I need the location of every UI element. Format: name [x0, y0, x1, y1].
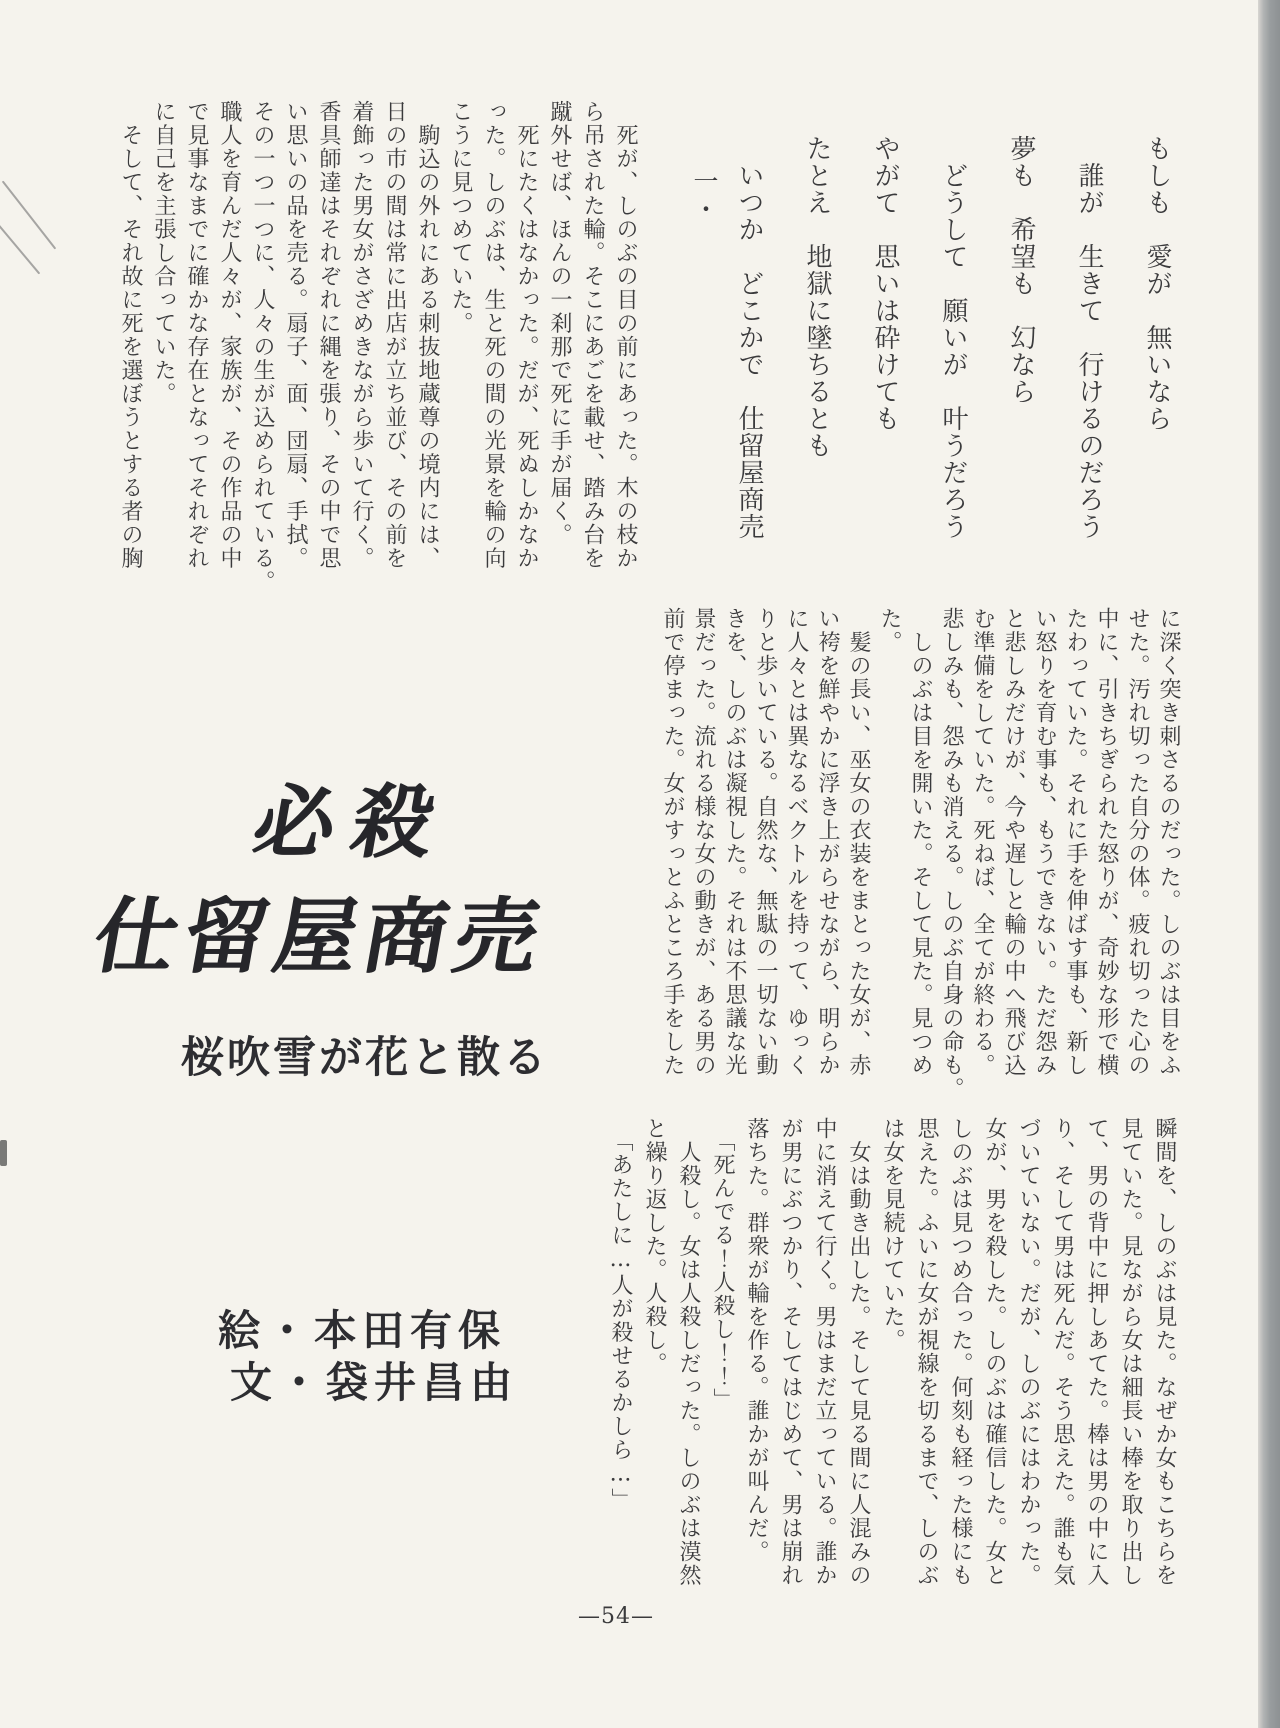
- text-column: は女を見続けていた。: [880, 1117, 905, 1352]
- text-column: そして、それ故に死を選ぼうとする者の胸: [118, 100, 143, 570]
- text-column: い思いの品を売る。扇子、面、団扇、手拭。: [283, 100, 308, 570]
- text-column: 職人を育んだ人々が、家族が、その作品の中: [217, 100, 242, 570]
- text-column: 女が、男を殺した。しのぶは確信した。女と: [982, 1117, 1007, 1587]
- credit-writer: 文・袋井昌由: [230, 1358, 519, 1407]
- text-column: せた。汚れ切った自分の体。疲れ切った心の: [1125, 607, 1150, 1077]
- text-column: 着飾った男女がさざめきながら歩いて行く。: [349, 100, 374, 570]
- text-column: て、男の背中に押しあてた。棒は男の中に入: [1084, 1117, 1109, 1587]
- text-column: たわっていた。それに手を伸ばす事も、新し: [1063, 607, 1088, 1077]
- story-title-line-1: 必殺: [246, 775, 460, 869]
- text-column: 死にたくはなかった。だが、死ぬしかなか: [514, 100, 539, 570]
- text-column: が男にぶつかり、そしてはじめて、男は崩れ: [778, 1117, 803, 1587]
- text-column: 髪の長い、巫女の衣装をまとった女が、赤: [846, 607, 871, 1077]
- text-column: りと歩いている。自然な、無駄の一切ない動: [753, 607, 778, 1077]
- text-column: 景だった。流れる様な女の動きが、ある男の: [691, 607, 716, 1077]
- text-column: 日の市の間は常に出店が立ち並び、その前を: [382, 100, 407, 570]
- text-column: と悲しみだけが、今や遅しと輪の中へ飛び込: [1001, 607, 1026, 1077]
- text-column: 前で停まった。女がすっとふところ手をした: [660, 607, 685, 1077]
- text-column: り、そして男は死んだ。そう思えた。誰も気: [1050, 1117, 1075, 1587]
- text-column: と繰り返した。人殺し。: [642, 1117, 667, 1376]
- text-column: きを、しのぶは凝視した。それは不思議な光: [722, 607, 747, 1077]
- poem-block: [713, 135, 1191, 580]
- prose-block-bottom: [601, 1117, 1181, 1599]
- text-column: 瞬間を、しのぶは見た。なぜか女もこちらを: [1152, 1117, 1177, 1587]
- page-number: —54—: [578, 1604, 654, 1629]
- text-column: に人々とは異なるベクトルを持って、ゆっく: [784, 607, 809, 1077]
- text-column: しのぶは目を開いた。そして見た。見つめ: [908, 607, 933, 1077]
- story-title-line-2: 仕留屋商売: [86, 889, 554, 985]
- text-column: 見ていた。見ながら女は細長い棒を取り出し: [1118, 1117, 1143, 1587]
- text-column: 人殺し。女は人殺しだった。しのぶは漠然: [676, 1117, 701, 1587]
- text-column: 「死んでる！人殺し！！」: [710, 1117, 735, 1412]
- scan-edge-right: [1258, 0, 1280, 1728]
- text-column: に自己を主張し合っていた。: [151, 100, 176, 406]
- scan-edge-mark: [0, 1140, 7, 1166]
- text-column: 中に消えて行く。男はまだ立っている。誰か: [812, 1117, 837, 1587]
- prose-block-top: [112, 100, 642, 612]
- text-column: い袴を鮮やかに浮き上がらせながら、明らか: [815, 607, 840, 1077]
- text-column: 「あたしに…人が殺せるかしら…」: [608, 1117, 633, 1512]
- text-column: こうに見つめていた。: [448, 100, 473, 335]
- text-column: 悲しみも、怨みも消える。しのぶ自身の命も。: [939, 607, 964, 1101]
- text-column: その一つ一つに、人々の生が込められている。: [250, 100, 275, 594]
- text-column: 女は動き出した。そして見る間に人混みの: [846, 1117, 871, 1587]
- text-column: 死が、しのぶの目の前にあった。木の枝か: [613, 100, 638, 570]
- text-column: 香具師達はそれぞれに縄を張り、その中で思: [316, 100, 341, 570]
- text-column: ら吊された輪。そこにあごを載せ、踏み台を: [580, 100, 605, 570]
- text-column: た。: [877, 607, 902, 654]
- poem-line: やがて 思いは砕けても: [870, 135, 900, 432]
- story-subtitle: 桜吹雪が花と散る: [181, 1033, 549, 1083]
- poem-line: どうして 願いが 叶うだろう: [938, 135, 968, 540]
- text-column: 落ちた。群衆が輪を作る。誰かが叫んだ。: [744, 1117, 769, 1564]
- text-column: 中に、引きちぎられた怒りが、奇妙な形で横: [1094, 607, 1119, 1077]
- text-column: しのぶは見つめ合った。何刻も経った様にも: [948, 1117, 973, 1587]
- text-column: む準備をしていた。死ねば、全てが終わる。: [970, 607, 995, 1077]
- poem-line: いつか どこかで 仕留屋商売: [734, 135, 764, 540]
- text-column: づいていない。だが、しのぶにはわかった。: [1016, 1117, 1041, 1587]
- text-column: で見事なまでに確かな存在となってそれぞれ: [184, 100, 209, 570]
- text-column: 思えた。ふいに女が視線を切るまで、しのぶ: [914, 1117, 939, 1587]
- text-column: い怒りを育む事も、もうできない。ただ怨み: [1032, 607, 1057, 1077]
- poem-line: 夢も 希望も 幻なら: [1006, 135, 1036, 405]
- credit-illustrator: 絵・本田有保: [218, 1306, 507, 1355]
- section-marker: 一・: [690, 168, 719, 224]
- poem-line: 誰が 生きて 行けるのだろう: [1074, 135, 1104, 540]
- prose-block-middle: [656, 607, 1184, 1101]
- text-column: 蹴外せば、ほんの一刹那で死に手が届く。: [547, 100, 572, 547]
- scan-scratch-artifact: [0, 220, 40, 275]
- poem-line: たとえ 地獄に墜ちるとも: [802, 135, 832, 459]
- text-column: 駒込の外れにある刺抜地蔵尊の境内には、: [415, 100, 440, 570]
- text-column: った。しのぶは、生と死の間の光景を輪の向: [481, 100, 506, 570]
- text-column: に深く突き刺さるのだった。しのぶは目をふ: [1156, 607, 1181, 1077]
- poem-line: もしも 愛が 無いなら: [1142, 135, 1172, 432]
